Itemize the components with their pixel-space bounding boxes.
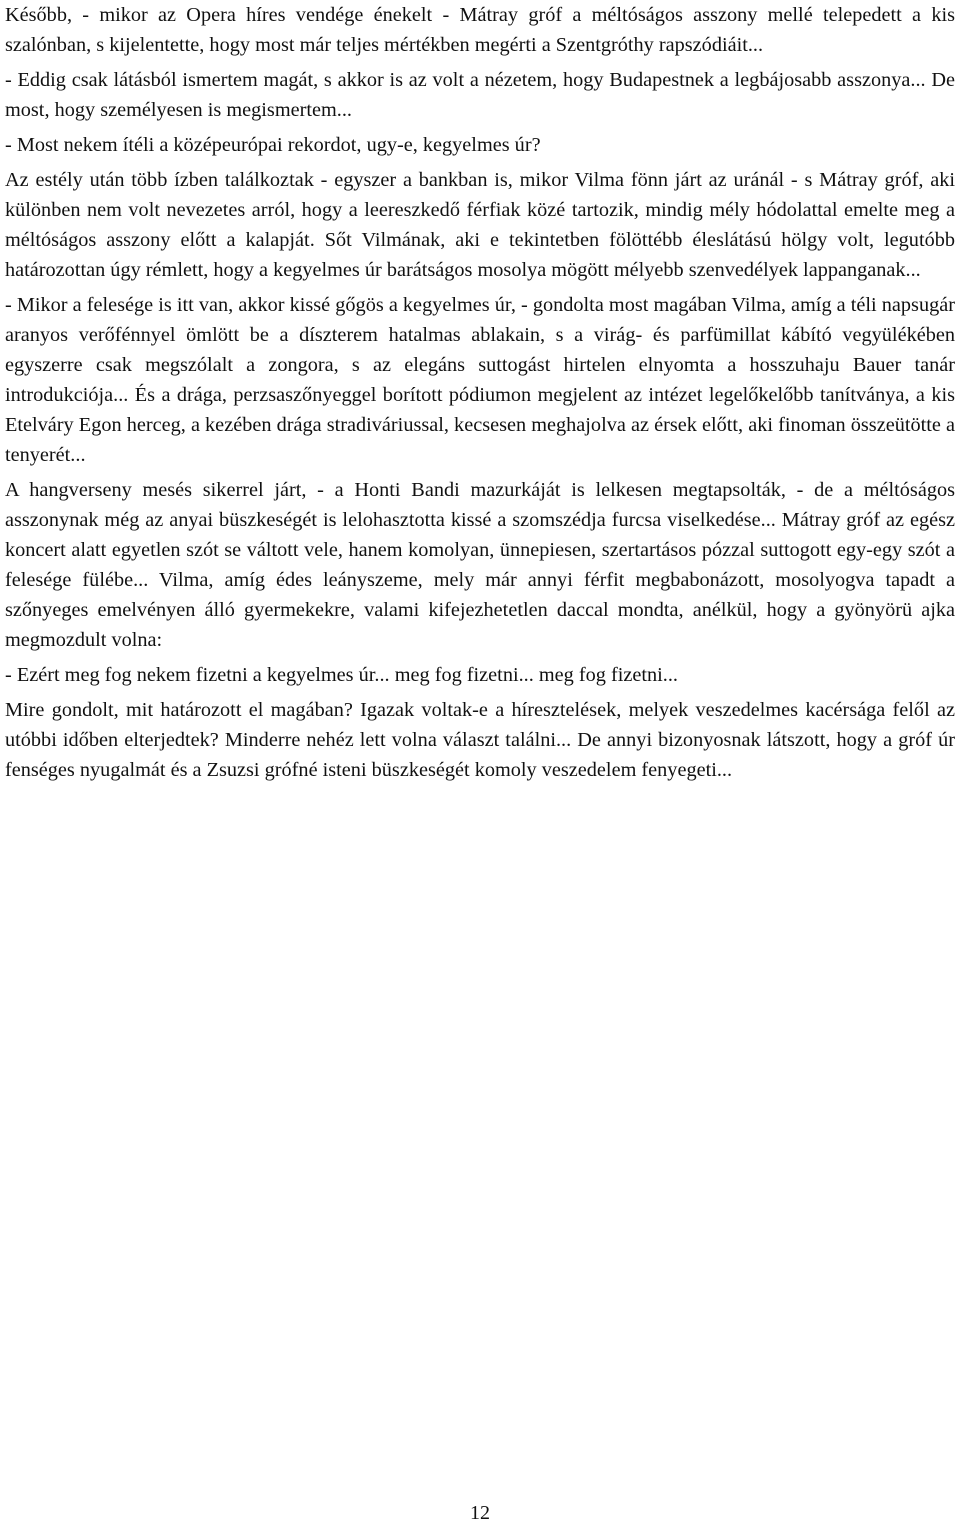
page-body [5, 0, 955, 785]
paragraph-5: - Mikor a felesége is itt van, akkor kissé gőgös a kegyelmes úr, - gondolta most magában Vilma, amíg a téli napsugár aranyos verőfénnyel ömlött be a díszterem hatalmas ablakain, s a virág- és parfümillat kábító vegyülékében egyszerre csak megszólalt a zongora, s az elegáns suttogást hirtelen elnyomta a hosszuhaju Bauer tanár introdukciója... És a drága, perzsaszőnyeggel borított pódiumon megjelent az intézet legelőkelőbb tanítványa, a kis Etelváry Egon herceg, a kezében drága stradiváriussal, kecsesen meghajolva az érsek előtt, aki finoman összeütötte a tenyerét... [5, 294, 955, 466]
page-number: 12 [470, 1502, 490, 1524]
paragraph-1: Később, - mikor az Opera híres vendége énekelt - Mátray gróf a méltóságos asszony mellé telepedett a kis szalónban, s kijelentette, hogy most már teljes mértékben megérti a Szentgróthy rapszódiáit... [5, 4, 955, 56]
paragraph-8: Mire gondolt, mit határozott el magában? Igazak voltak-e a híresztelések, melyek veszedelmes kacérsága felől az utóbbi időben elterjedtek? Minderre nehéz lett volna választ találni... De annyi bizonyosnak látszott, hogy a gróf úr fenséges nyugalmát és a Zsuzsi grófné isteni büszkeségét komoly veszedelem fenyegeti... [5, 699, 955, 781]
paragraph-2: - Eddig csak látásból ismertem magát, s akkor is az volt a nézetem, hogy Budapestnek a legbájosabb asszonya... De most, hogy személyesen is megismertem... [5, 69, 955, 121]
paragraph-4: Az estély után több ízben találkoztak - egyszer a bankban is, mikor Vilma fönn járt az uránál - s Mátray gróf, aki különben nem volt nevezetes arról, hogy a leereszkedő férfiak közé tartozik, mindig mély hódolattal emelte meg a méltóságos asszony előtt a kalapját. Sőt Vilmának, aki e tekintetben fölöttébb éleslátású hölgy volt, legutóbb határozottan úgy rémlett, hogy a kegyelmes úr barátságos mosolya mögött mélyebb szenvedélyek lappanganak... [5, 169, 955, 281]
paragraph-3: - Most nekem ítéli a középeurópai rekordot, ugy-e, kegyelmes úr? [5, 134, 541, 156]
paragraph-7: - Ezért meg fog nekem fizetni a kegyelmes úr... meg fog fizetni... meg fog fizetni... [5, 664, 678, 686]
paragraph-6: A hangverseny mesés sikerrel járt, - a Honti Bandi mazurkáját is lelkesen megtapsolták, - de a méltóságos asszonynak még az anyai büszkeségét is lelohasztotta kissé a szomszédja furcsa viselkedése... Mátray gróf az egész koncert alatt egyetlen szót se váltott vele, hanem komolyan, ünnepiesen, szertartásos pózzal suttogott egy-egy szót a felesége fülébe... Vilma, amíg édes leányszeme, mely már annyi férfit megbabonázott, mosolyogva tapadt a szőnyeges emelvényen álló gyermekekre, valami kifejezhetetlen daccal mondta, anélkül, hogy a gyönyörü ajka megmozdult volna: [5, 479, 955, 651]
